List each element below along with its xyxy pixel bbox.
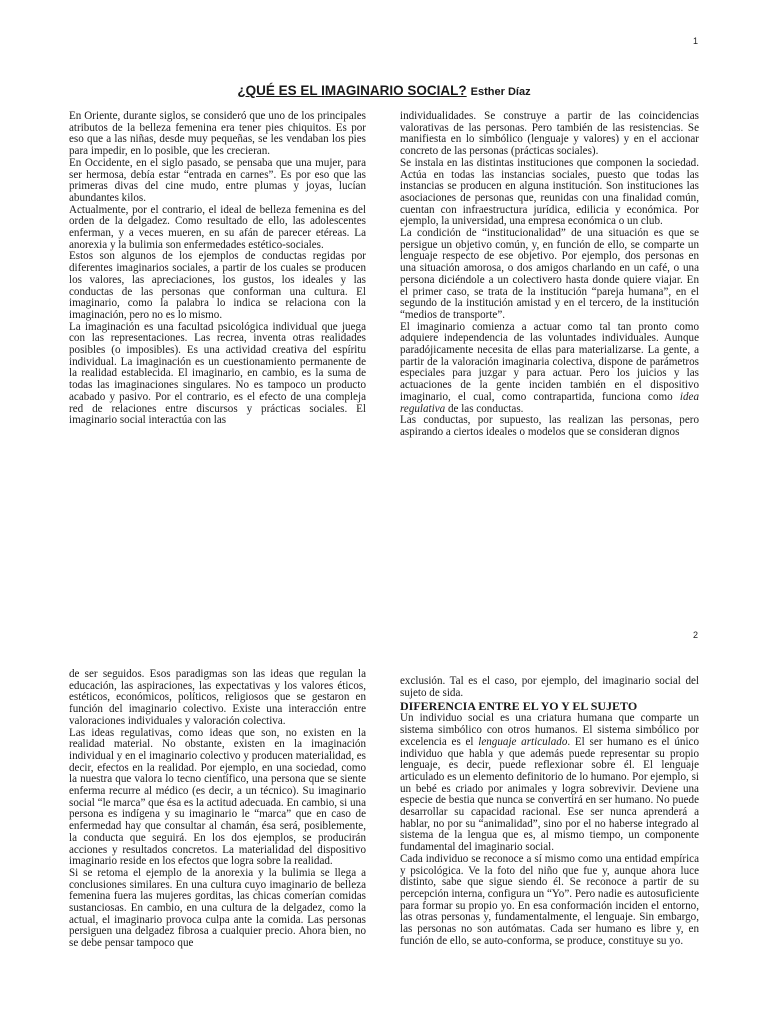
- paragraph: individualidades. Se construye a partir de las coincidencias valorativas de las personas. Pero también de las resistencias. Se manifiesta en lo simbólico (lenguaje y valores) y en el accionar concreto de las personas (prácticas sociales).: [400, 110, 699, 158]
- italic-term: idea regulativa: [400, 390, 699, 415]
- page1-left-column: [69, 111, 366, 427]
- paragraph: Cada individuo se reconoce a sí mismo como una entidad empírica y psicológica. Ve la foto del niño que fue y, aunque ahora luce distinto, sabe que sigue siendo él. Se reconoce a partir de su percepción interna, configura un “Yo”. Pero nadie es autosuficiente para formar su propio yo. En esa conformación inciden el entorno, las otras personas y, fundamentalmente, el lenguaje. Sin embargo, las personas no son autómatas. Cada ser humano es libre y, en función de ello, se auto-conforma, se produce, constituye su yo.: [400, 852, 699, 947]
- paragraph: Se instala en las distintas instituciones que componen la sociedad. Actúa en todas las instancias sociales, puesto que todas las instancias se producen en alguna institución. Son instituciones las asociaciones de personas que, reunidas con una finalidad común, cuentan con infraestructura jurídica, edilicia y económica. Por ejemplo, la universidad, una empresa económica o un club.: [400, 156, 699, 228]
- paragraph: Si se retoma el ejemplo de la anorexia y la bulimia se llega a conclusiones similares. En una cultura cuyo imaginario de belleza femenina fuera las mujeres gorditas, las chicas comerían comidas sustanciosas. En cambio, en una cultura de la delgadez, como la actual, el imaginario provoca culpa ante la comida. Las personas persiguen una delgadez fibrosa a cualquier precio. Ahora bien, no se debe pensar tampoco que: [69, 866, 366, 950]
- title-text: ¿QUÉ ES EL IMAGINARIO SOCIAL?: [237, 83, 467, 98]
- paragraph: Las ideas regulativas, como ideas que son, no existen en la realidad material. No obstante, existen en la imaginación individual y en el imaginario colectivo y producen materialidad, es decir, efectos en la realidad. Por ejemplo, en una sociedad, como la nuestra que valora lo tecno científico, una persona que se siente enferma recurre al médico (es decir, a un técnico). Su imaginario social “le marca” que ésa es la actitud adecuada. En cambio, si una persona es indígena y su imaginario le “marca” que en caso de enfermedad hay que consultar al chamán, ésa será, posiblemente, la conducta que seguirá. En los dos ejemplos, se producirán acciones y resultados concretos. La materialidad del dispositivo imaginario reside en los efectos que logra sobre la realidad.: [69, 726, 366, 868]
- italic-term: lenguaje articulado: [478, 735, 568, 748]
- paragraph: En Occidente, en el siglo pasado, se pensaba que una mujer, para ser hermosa, debía estar “entrada en carnes”. Es por eso que las primeras divas del cine mudo, entre plumas y joyas, lucían abundantes kilos.: [69, 156, 366, 204]
- paragraph: [400, 713, 699, 853]
- paragraph: Estos son algunos de los ejemplos de conductas regidas por diferentes imaginarios sociales, a partir de los cuales se producen los valores, las apreciaciones, los gustos, los ideales y las conductas de las personas que conforman una cultura. El imaginario, como la palabra lo indica se relaciona con la imaginación, pero no es lo mismo.: [69, 250, 366, 321]
- page2-left-column: [69, 669, 366, 950]
- page-number: 2: [693, 630, 699, 640]
- page-number: 1: [693, 36, 699, 46]
- document-title: [0, 82, 768, 100]
- paragraph: [400, 322, 699, 416]
- paragraph-text: . El ser humano es el único individuo que habla y que además puede representar su propio lenguaje, es decir, puede reflexionar sobre él. El lenguaje articulado es un elemento definitorio de lo humano. Por ejemplo, si un bebé es criado por animales y logra sobrevivir. Deviene una especie de bestia que nunca se convertirá en ser humano. No puede desarrollar su capacidad racional. Ese ser nunca aprenderá a hablar, no por su “animalidad”, sino por el no haberse integrado al sistema de la lengua que es, al mismo tiempo, un componente fundamental del imaginario social.: [400, 735, 699, 854]
- section-heading: DIFERENCIA ENTRE EL YO Y EL SUJETO: [400, 699, 638, 714]
- paragraph: exclusión. Tal es el caso, por ejemplo, del imaginario social del sujeto de sida.: [400, 675, 699, 699]
- page1-right-column: [400, 111, 699, 439]
- paragraph: Las conductas, por supuesto, las realizan las personas, pero aspirando a ciertos ideales o modelos que se consideran dignos: [400, 414, 699, 438]
- paragraph-text: Un individuo social es una criatura humana que comparte un sistema simbólico con otros humanos. El sistema simbólico por excelencia es el: [400, 712, 699, 748]
- paragraph: En Oriente, durante siglos, se consideró que uno de los principales atributos de la belleza femenina era tener pies chiquitos. Es por eso que a las niñas, desde muy pequeñas, se les vendaban los pies para impedir, en lo posible, que les crecieran.: [69, 110, 366, 158]
- paragraph: de ser seguidos. Esos paradigmas son las ideas que regulan la educación, las aspiraciones, las expectativas y los valores éticos, estéticos, económicos, políticos, religiosos que se gestaron en función del imaginario colectivo. Existe una interacción entre valoraciones individuales y valoración colectiva.: [69, 668, 366, 727]
- paragraph: Actualmente, por el contrario, el ideal de belleza femenina es del orden de la delgadez. Como resultado de ello, las adolescentes enferman, y a veces mueren, en su afán de parecer etéreas. La anorexia y la bulimia son enfermedades estético-sociales.: [69, 203, 366, 251]
- author-name: Esther Díaz: [470, 86, 531, 98]
- paragraph: La condición de “institucionalidad” de una situación es que se persigue un objetivo común, y, en función de ello, se comparte un lenguaje respecto de ese objetivo. Por ejemplo, dos personas en una situación amorosa, o dos amigos charlando en un café, o una persona diciéndole a un colectivero hasta donde quiere viajar. En el primer caso, se trata de la institución “pareja humana”, en el segundo de la institución amistad y en el tercero, de la institución “medios de transporte”.: [400, 227, 699, 321]
- paragraph: La imaginación es una facultad psicológica individual que juega con las representaciones. Las recrea, inventa otras realidades posibles (o imposibles). Es una actividad creativa del espíritu individual. La imaginación es un cuestionamiento permanente de la realidad establecida. El imaginario, en cambio, es la suma de todas las imaginaciones singulares. No es tampoco un producto acabado y pasivo. Por el contrario, es el efecto de una compleja red de relaciones entre discursos y prácticas sociales. El imaginario social interactúa con las: [69, 320, 366, 427]
- page2-right-column: [400, 676, 699, 947]
- paragraph-text: El imaginario comienza a actuar como tal tan pronto como adquiere independencia de las voluntades individuales. Aunque paradójicamente necesita de ellas para materializarse. La gente, a partir de la valoración imaginaria colectiva, dispone de parámetros especiales para juzgar y para actuar. Pero los juicios y las actuaciones de la gente inciden también en el dispositivo imaginario, el cual, como contrapartida, funciona como: [400, 320, 699, 403]
- paragraph-text: de las conductas.: [445, 402, 524, 415]
